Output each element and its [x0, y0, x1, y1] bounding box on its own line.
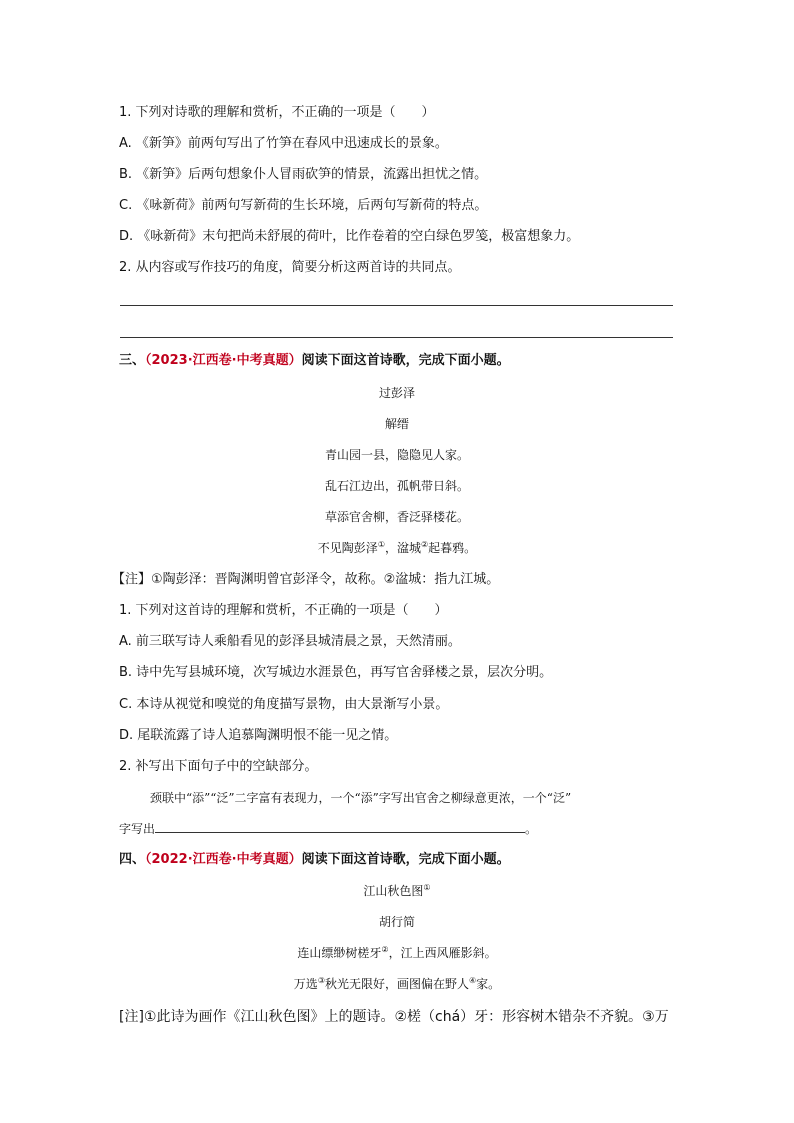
option-a: A. 前三联写诗人乘船看见的彭泽县城清晨之景，天然清丽。 — [119, 634, 461, 649]
option-d: D. 尾联流露了诗人追慕陶渊明恨不能一见之情。 — [119, 728, 398, 743]
poem-title: 江山秋色图① — [363, 883, 431, 898]
annotation: [注]①此诗为画作《江山秋色图》上的题诗。②槎（chá）牙：形容树木错杂不齐貌。③万 — [119, 1009, 669, 1025]
option-c: C. 《咏新荷》前两句写新荷的生长环境，后两句写新荷的特点。 — [119, 198, 488, 213]
annotation: 【注】①陶彭泽：晋陶渊明曾官彭泽令，故称。②湓城：指九江城。 — [112, 572, 500, 587]
footnote-mark: ① — [377, 540, 385, 549]
question-1: 1. 下列对这首诗的理解和赏析，不正确的一项是（ ） — [119, 603, 448, 618]
option-a: A. 《新笋》前两句写出了竹笋在春风中迅速成长的景象。 — [119, 136, 448, 151]
fill-in-prompt: 颈联中“添”“泛”二字富有表现力，一个“添”字写出官舍之柳绿意更浓，一个“泛” — [150, 791, 572, 805]
question-2: 2. 从内容或写作技巧的角度，简要分析这两首诗的共同点。 — [119, 260, 461, 275]
fill-blank[interactable] — [155, 820, 525, 833]
poem-title: 过彭泽 — [378, 386, 415, 400]
poem-author: 胡行简 — [378, 915, 415, 929]
poem-line: 乱石江边出，孤帆带日斜。 — [324, 479, 469, 493]
question-2: 2. 补写出下面句子中的空缺部分。 — [119, 759, 318, 774]
section-4-heading: 四、（2022·江西卷·中考真题）阅读下面这首诗歌，完成下面小题。 — [119, 852, 510, 867]
poem-line: 青山园一县，隐隐见人家。 — [324, 448, 469, 462]
answer-line-1 — [120, 305, 673, 306]
footnote-mark: ① — [423, 883, 431, 892]
footnote-mark: ③ — [317, 976, 325, 985]
section-3-heading: 三、（2023·江西卷·中考真题）阅读下面这首诗歌，完成下面小题。 — [119, 353, 510, 368]
option-c: C. 本诗从视觉和嗅觉的角度描写景物，由大景渐写小景。 — [119, 697, 449, 712]
option-b: B. 诗中先写县城环境，次写城边水涯景色，再写官舍驿楼之景，层次分明。 — [119, 665, 553, 680]
question-1: 1. 下列对诗歌的理解和赏析，不正确的一项是（ ） — [119, 105, 435, 120]
poem-line: 连山缥缈树槎牙②，江上西风雁影斜。 — [297, 945, 497, 960]
poem-line: 万选③秋光无限好，画图偏在野人④家。 — [293, 976, 501, 991]
poem-author: 解缙 — [384, 417, 409, 431]
option-b: B. 《新笋》后两句想象仆人冒雨砍笋的情景，流露出担忧之情。 — [119, 167, 488, 182]
option-d: D. 《咏新荷》末句把尚未舒展的荷叶，比作卷着的空白绿色罗笺，极富想象力。 — [119, 229, 580, 244]
fill-in-row: 字写出 。 — [119, 822, 538, 836]
poem-line: 草添官舍柳，香泛驿楼花。 — [324, 510, 469, 524]
answer-line-2 — [120, 337, 673, 338]
footnote-mark: ④ — [469, 976, 477, 985]
source-tag: （2022·江西卷·中考真题） — [145, 852, 302, 867]
poem-line: 不见陶彭泽①，湓城②起暮鸦。 — [317, 540, 477, 555]
footnote-mark: ② — [381, 945, 389, 954]
source-tag: （2023·江西卷·中考真题） — [145, 353, 302, 368]
footnote-mark: ② — [421, 540, 429, 549]
